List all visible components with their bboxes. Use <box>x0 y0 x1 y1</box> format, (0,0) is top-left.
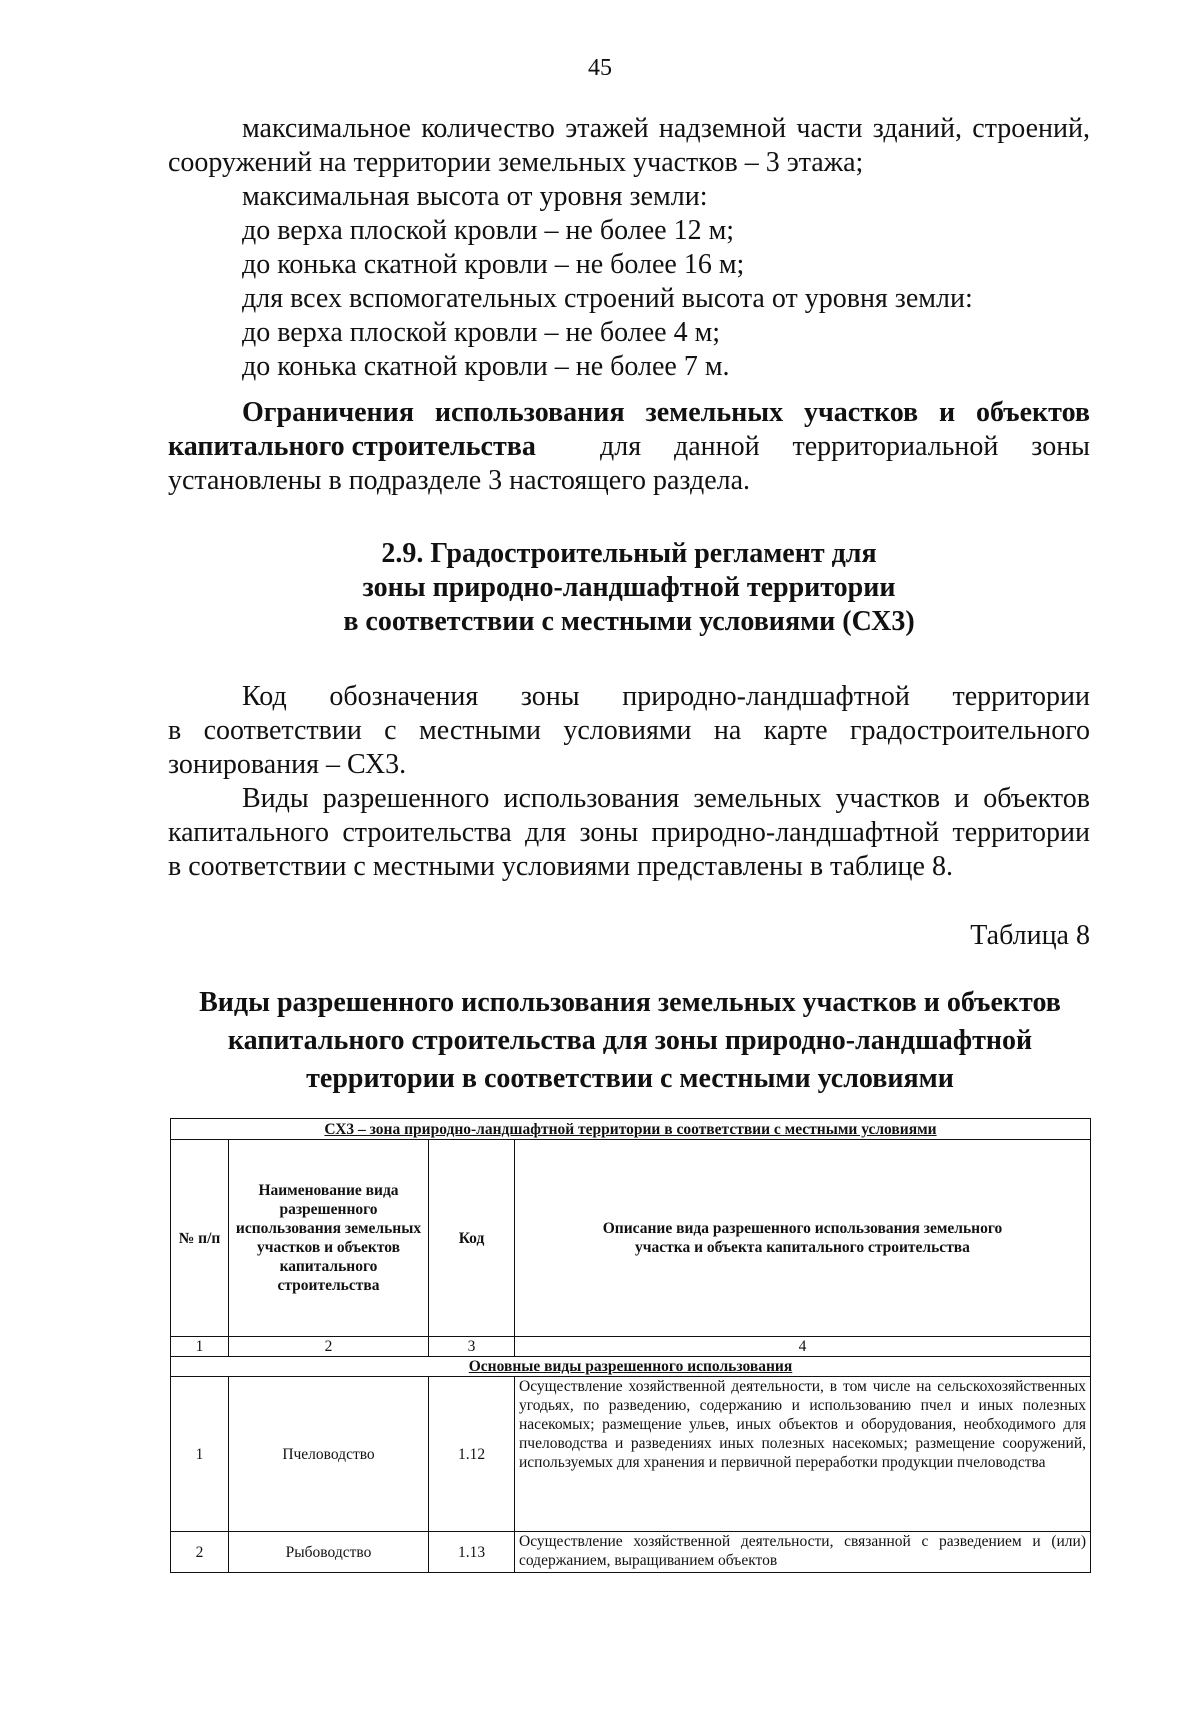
table-title <box>150 984 1110 1098</box>
intro-line: до конька скатной кровли – не более 7 м. <box>242 351 730 382</box>
header-code: Код <box>429 1140 515 1337</box>
table-group-header-row <box>171 1357 1091 1377</box>
table-zone-header-row <box>171 1119 1091 1140</box>
column-number-cell: 3 <box>429 1337 515 1357</box>
restrictions-text: для данной территориальной зоны <box>600 431 1090 462</box>
row-number: 1 <box>171 1377 229 1532</box>
page-number: 45 <box>588 55 612 81</box>
row-name: Рыбоводство <box>229 1532 429 1573</box>
row-description: Осуществление хозяйственной деятельности, в том числе на сельскохозяйственных угодьях, по разведению, содержанию и использованию пчел и иных полезных насекомых; размещение ульев, иных объектов и оборудования, необходимого для пчеловодства и разведениях иных полезных насекомых; размещение сооружений, используемых для хранения и первичной переработки продукции пчеловодства <box>515 1377 1091 1532</box>
intro-line: сооружений на территории земельных участков – 3 этажа; <box>168 147 864 178</box>
code-paragraph-line: Код обозначения зоны природно-ландшафтной территории <box>242 681 1090 712</box>
section-heading: 2.9. Градостроительный регламент для <box>381 538 877 569</box>
row-name: Пчеловодство <box>229 1377 429 1532</box>
column-number-cell: 1 <box>171 1337 229 1357</box>
restrictions-line <box>168 430 1090 464</box>
restrictions-line: Ограничения использования земельных участков и объектов <box>242 397 1090 428</box>
table-column-numbers-row <box>171 1337 1091 1357</box>
table-title-line: территории в соответствии с местными условиями <box>306 1063 954 1094</box>
restrictions-bold-text: капитального строительства <box>168 431 536 462</box>
header-description: Описание вида разрешенного использования земельного участка и объекта капитального строительства <box>515 1140 1091 1337</box>
types-paragraph-line: в соответствии с местными условиями представлены в таблице 8. <box>168 851 953 882</box>
code-paragraph-line: в соответствии с местными условиями на карте градостроительного <box>168 715 1090 746</box>
table-caption: Таблица 8 <box>970 920 1090 951</box>
intro-line: для всех вспомогательных строений высота от уровня земли: <box>242 283 973 314</box>
row-code: 1.13 <box>429 1532 515 1573</box>
row-description: Осуществление хозяйственной деятельности, связанной с разведением и (или) содержанием, выращиванием объектов <box>515 1532 1091 1573</box>
table-row <box>171 1532 1091 1573</box>
header-name: Наименование вида разрешенного использования земельных участков и объектов капитального строительства <box>229 1140 429 1337</box>
column-number-cell: 2 <box>229 1337 429 1357</box>
intro-line: максимальная высота от уровня земли: <box>242 181 708 212</box>
table-zone-header: СХ3 – зона природно-ландшафтной территории в соответствии с местными условиями <box>171 1119 1091 1140</box>
table-header-row <box>171 1140 1091 1337</box>
code-paragraph-line: зонирования – СХ3. <box>168 749 407 780</box>
types-paragraph-line: капитального строительства для зоны природно-ландшафтной территории <box>168 817 1090 848</box>
intro-line: до верха плоской кровли – не более 4 м; <box>242 317 721 348</box>
table-title-line: Виды разрешенного использования земельных участков и объектов <box>199 987 1061 1018</box>
section-heading: зоны природно-ландшафтной территории <box>362 572 896 603</box>
table-row <box>171 1377 1091 1532</box>
intro-line: до конька скатной кровли – не более 16 м; <box>242 249 745 280</box>
header-number: № п/п <box>171 1140 229 1337</box>
restrictions-line: установлены в подразделе 3 настоящего раздела. <box>168 465 751 496</box>
intro-line: максимальное количество этажей надземной части зданий, строений, <box>242 113 1090 144</box>
intro-line: до верха плоской кровли – не более 12 м; <box>242 215 735 246</box>
row-code: 1.12 <box>429 1377 515 1532</box>
types-paragraph-line: Виды разрешенного использования земельных участков и объектов <box>242 783 1090 814</box>
permitted-uses-table <box>170 1118 1091 1573</box>
row-number: 2 <box>171 1532 229 1573</box>
table-group-header: Основные виды разрешенного использования <box>171 1357 1091 1377</box>
column-number-cell: 4 <box>515 1337 1091 1357</box>
section-heading: в соответствии с местными условиями (СХ3) <box>343 606 915 637</box>
table-title-line: капитального строительства для зоны природно-ландшафтной <box>227 1025 1033 1056</box>
